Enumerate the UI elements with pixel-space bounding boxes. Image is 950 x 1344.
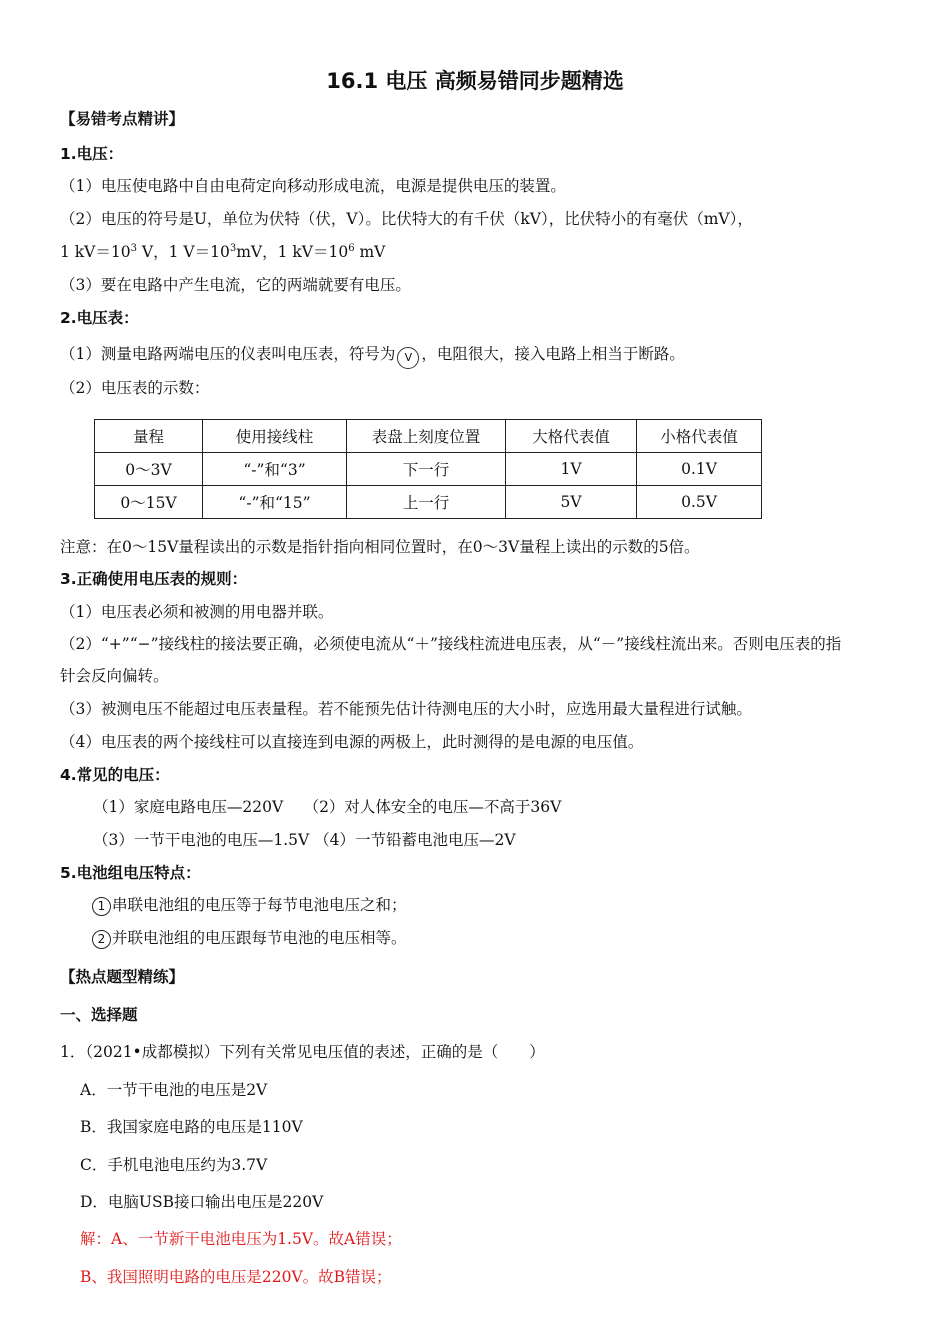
table-header-cell: 量程 [95, 420, 203, 453]
question-1-stem: 1．（2021•成都模拟）下列有关常见电压值的表述，正确的是（ ） [60, 1043, 545, 1061]
table-header-cell: 使用接线柱 [203, 420, 347, 453]
table-header-cell: 小格代表值 [637, 420, 762, 453]
heading-battery-pack: 5.电池组电压特点： [60, 864, 201, 882]
heading-voltmeter: 2.电压表： [60, 309, 139, 327]
table-cell: 上一行 [347, 486, 506, 519]
conversion-part-1: 1 kV＝10 [60, 243, 131, 261]
table-cell: “-”和“3” [203, 453, 347, 486]
table-cell: “-”和“15” [203, 486, 347, 519]
section-heading-practice: 【热点题型精练】 [60, 968, 185, 986]
table-header-cell: 表盘上刻度位置 [347, 420, 506, 453]
battery-line-2 [92, 927, 407, 949]
range-note: 注意：在0～15V量程读出的示数是指针指向相同位置时，在0～3V量程上读出的示数的5倍。 [60, 538, 700, 556]
table-cell: 0.1V [637, 453, 762, 486]
section-heading-multiple-choice: 一、选择题 [60, 1006, 138, 1024]
rules-line-4: （4）电压表的两个接线柱可以直接连到电源的两极上，此时测得的是电源的电压值。 [60, 733, 644, 751]
rules-line-2: （2）“+”“−”接线柱的接法要正确，必须使电流从“＋”接线柱流进电压表，从“－”接线柱流出来。否则电压表的指 [60, 635, 842, 653]
table-cell: 下一行 [347, 453, 506, 486]
question-1-option-a: A．一节干电池的电压是2V [80, 1081, 268, 1099]
conversion-exp-2: 3 [229, 242, 237, 254]
table-row [95, 486, 762, 519]
battery-line-1 [92, 894, 407, 916]
conversion-part-4: mV [354, 243, 386, 261]
table-cell: 0～3V [95, 453, 203, 486]
voltmeter-line-1-a: （1）测量电路两端电压的仪表叫电压表，符号为 [60, 345, 396, 363]
circled-number: 1 [92, 897, 111, 916]
question-1-option-b: B．我国家庭电路的电压是110V [80, 1118, 303, 1136]
conversion-exp-1: 3 [130, 242, 137, 254]
voltage-unit-conversion [60, 241, 385, 263]
heading-voltmeter-rules: 3.正确使用电压表的规则： [60, 570, 248, 588]
rules-line-2-continued: 针会反向偏转。 [60, 667, 169, 685]
voltage-line-2: （2）电压的符号是U，单位为伏特（伏，V）。比伏特大的有千伏（kV），比伏特小的有毫伏（mV）， [60, 210, 753, 228]
table-header-cell: 大格代表值 [506, 420, 637, 453]
table-cell: 0～15V [95, 486, 203, 519]
circled-number: 2 [92, 930, 111, 949]
rules-line-3: （3）被测电压不能超过电压表量程。若不能预先估计待测电压的大小时，应选用最大量程进行试触。 [60, 700, 752, 718]
common-voltages-line-2: （3）一节干电池的电压—1.5V （4）一节铅蓄电池电压—2V [93, 831, 516, 849]
heading-voltage: 1.电压： [60, 145, 124, 163]
table-row [95, 453, 762, 486]
page-title: 16.1 电压 高频易错同步题精选 [326, 69, 624, 93]
voltage-line-4: （3）要在电路中产生电流，它的两端就要有电压。 [60, 276, 411, 294]
voltage-line-1: （1）电压使电路中自由电荷定向移动形成电流，电源是提供电压的装置。 [60, 177, 566, 195]
table-header-row [95, 420, 762, 453]
question-1-solution-line-2: B、我国照明电路的电压是220V。故B错误； [80, 1268, 392, 1286]
heading-common-voltages: 4.常见的电压： [60, 766, 170, 784]
question-1-option-c: C．手机电池电压约为3.7V [80, 1156, 268, 1174]
voltmeter-line-2: （2）电压表的示数： [60, 379, 210, 397]
voltmeter-line-1 [60, 343, 685, 369]
voltmeter-line-1-b: ，电阻很大，接入电路上相当于断路。 [421, 345, 685, 363]
battery-line-1-text: 串联电池组的电压等于每节电池电压之和； [112, 896, 407, 914]
voltmeter-range-table [94, 419, 762, 519]
question-1-option-d: D．电脑USB接口输出电压是220V [80, 1193, 324, 1211]
conversion-part-2: V，1 V＝10 [136, 243, 230, 261]
voltmeter-symbol-icon: V [397, 347, 419, 369]
conversion-part-3: mV，1 kV＝10 [236, 243, 349, 261]
section-heading-key-points: 【易错考点精讲】 [60, 110, 185, 128]
conversion-exp-3: 6 [348, 242, 355, 254]
table-cell: 0.5V [637, 486, 762, 519]
question-1-solution-line-1: 解：A、一节新干电池电压为1.5V。故A错误； [80, 1230, 402, 1248]
table-cell: 5V [506, 486, 637, 519]
battery-line-2-text: 并联电池组的电压跟每节电池的电压相等。 [112, 929, 407, 947]
table-cell: 1V [506, 453, 637, 486]
common-voltages-line-1: （1）家庭电路电压—220V （2）对人体安全的电压—不高于36V [93, 798, 562, 816]
rules-line-1: （1）电压表必须和被测的用电器并联。 [60, 603, 334, 621]
